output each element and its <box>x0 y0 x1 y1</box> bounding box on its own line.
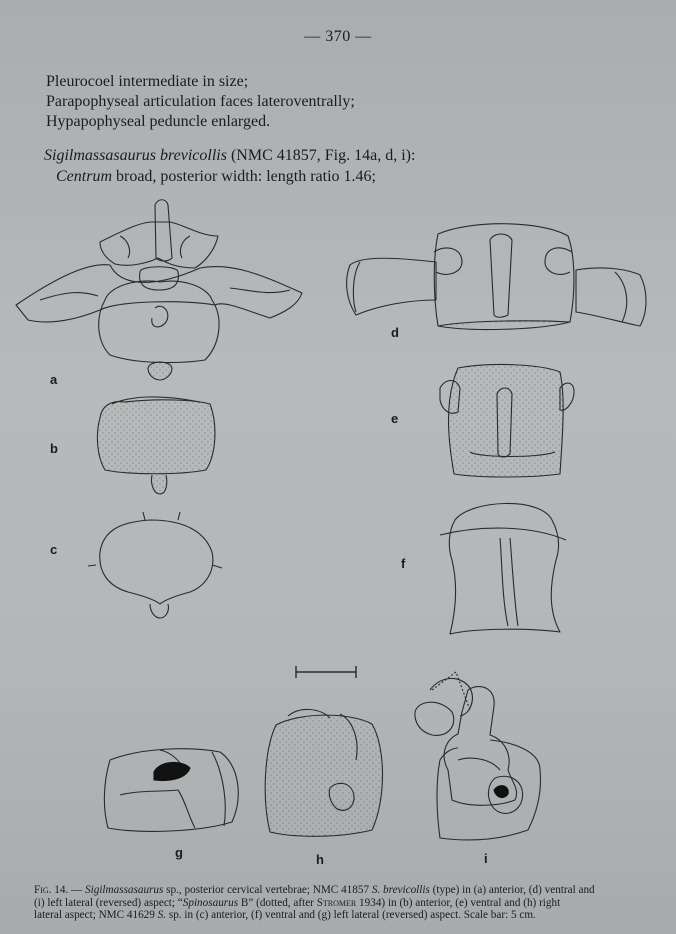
caption-line-2 <box>34 897 664 910</box>
trait-line-2: Parapophyseal articulation faces lateroventrally; <box>46 93 355 110</box>
caption-line-3 <box>34 909 664 922</box>
label-g: g <box>175 845 183 860</box>
caption-species-2: S. <box>157 909 167 922</box>
trait-line-1: Pleurocoel intermediate in size; <box>46 73 249 90</box>
scale-bar <box>296 666 356 678</box>
caption-text-4: B” (dotted, after <box>238 896 317 909</box>
caption-line-1 <box>34 884 664 897</box>
caption-text-6: lateral aspect; NMC 41629 <box>34 909 158 922</box>
caption-text-1: sp., posterior cervical vertebrae; NMC 41857 <box>163 884 372 896</box>
page-number: — 370 — <box>304 28 372 45</box>
species-trait-term: Centrum <box>56 168 112 185</box>
caption-taxon: Spinosaurus <box>182 896 239 909</box>
caption-text-2: (type) in (a) anterior, (d) ventral and <box>429 884 595 896</box>
species-name: Sigilmassasaurus brevicollis <box>44 147 227 164</box>
drawing-b-vertebra <box>97 397 214 494</box>
label-b: b <box>50 441 58 456</box>
drawing-g-vertebra <box>104 749 238 832</box>
caption-text-3: (i) left lateral (reversed) aspect; “ <box>34 896 183 909</box>
species-trait-text: broad, posterior width: length ratio 1.46; <box>112 168 376 185</box>
drawing-f-vertebra <box>440 503 566 634</box>
caption-fig-label: Fig. 14. — <box>34 884 86 896</box>
label-f: f <box>401 556 406 571</box>
drawing-d-vertebra <box>347 224 646 330</box>
label-a: a <box>50 372 58 387</box>
label-h: h <box>316 852 324 867</box>
caption-author: Stromer <box>316 896 357 909</box>
label-i: i <box>484 851 488 866</box>
caption-text-7: sp. in (c) anterior, (f) ventral and (g) left lateral (reversed) aspect. Scale bar: 5 cm. <box>166 909 536 922</box>
caption-genus: Sigilmassasaurus <box>85 884 164 896</box>
caption-text-5: 1934) in (b) anterior, (e) ventral and (h) right <box>356 896 561 909</box>
drawing-a-vertebra <box>16 200 302 380</box>
drawing-c-vertebra <box>88 512 222 618</box>
drawing-i-vertebra <box>415 672 541 840</box>
label-c: c <box>50 542 58 557</box>
label-d: d <box>391 325 399 340</box>
figure-caption <box>34 884 664 922</box>
trait-line-3: Hypapophyseal peduncle enlarged. <box>46 113 271 130</box>
species-specimen: (NMC 41857, Fig. 14a, d, i): <box>226 147 416 164</box>
drawing-e-vertebra <box>440 365 574 477</box>
drawing-h-vertebra <box>265 709 382 836</box>
label-e: e <box>391 411 399 426</box>
caption-species: S. brevicollis <box>371 884 430 896</box>
